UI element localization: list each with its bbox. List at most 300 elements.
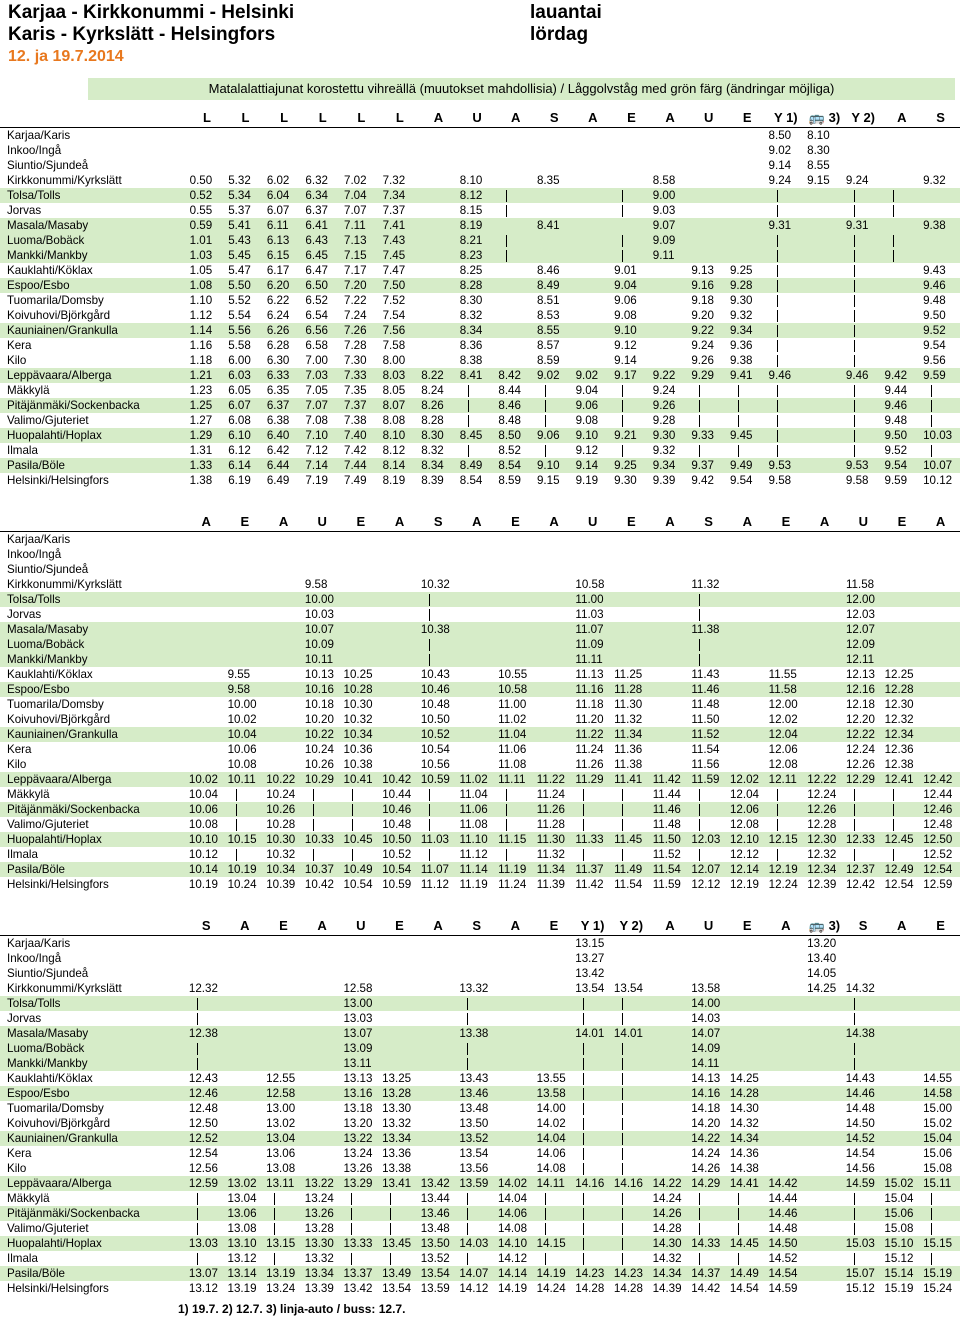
departure-time: 14.50 — [845, 1117, 875, 1130]
train-type-header: A — [728, 513, 767, 532]
departure-time: 14.32 — [652, 1252, 682, 1265]
station-name: Mankki/Mankby — [0, 652, 187, 667]
station-row — [0, 1176, 960, 1191]
departure-time — [805, 1071, 844, 1086]
passes-through-marker — [187, 1221, 226, 1236]
departure-time: 10.32 — [343, 713, 373, 726]
departure-time — [187, 697, 226, 712]
departure-time: 9.07 — [651, 218, 690, 233]
departure-time: 14.06 — [536, 1147, 566, 1160]
departure-time — [303, 1026, 342, 1041]
station-row — [0, 1161, 960, 1176]
passes-through-marker — [612, 1086, 651, 1101]
departure-time — [728, 727, 767, 742]
passes-through-marker — [728, 413, 767, 428]
departure-time — [921, 233, 960, 248]
departure-time — [882, 1131, 921, 1146]
departure-time: 13.52 — [457, 1131, 496, 1146]
station-name: Tolsa/Tolls — [0, 592, 187, 607]
departure-time: 6.19 — [228, 474, 251, 487]
departure-time: 14.58 — [921, 1086, 960, 1101]
departure-time: 14.03 — [691, 1012, 721, 1025]
departure-time: 13.08 — [266, 1162, 296, 1175]
departure-time — [419, 278, 458, 293]
passes-through-marker — [457, 1041, 496, 1056]
passes-through-marker — [457, 1206, 496, 1221]
pass-line — [313, 789, 314, 801]
departure-time — [728, 742, 767, 757]
departure-time — [766, 1101, 805, 1116]
departure-time: 14.23 — [612, 1266, 651, 1281]
departure-time: 9.02 — [574, 368, 613, 383]
passes-through-marker — [844, 1011, 883, 1026]
pass-line — [854, 1223, 855, 1235]
departure-time — [805, 398, 844, 413]
departure-time — [689, 188, 728, 203]
passes-through-marker — [535, 413, 574, 428]
pass-line — [854, 205, 855, 217]
departure-time — [728, 592, 767, 607]
passes-through-marker — [612, 1131, 651, 1146]
departure-time: 7.33 — [342, 368, 381, 383]
pass-line — [583, 998, 584, 1010]
departure-time: 14.52 — [844, 1131, 883, 1146]
departure-time — [805, 458, 844, 473]
station-row — [0, 1071, 960, 1086]
departure-time: 14.00 — [689, 996, 728, 1011]
departure-time — [380, 682, 419, 697]
passes-through-marker — [689, 443, 728, 458]
departure-time — [766, 1056, 805, 1071]
pass-line — [854, 430, 855, 442]
departure-time — [883, 652, 922, 667]
departure-time — [689, 547, 728, 562]
passes-through-marker — [883, 847, 922, 862]
passes-through-marker — [883, 248, 922, 263]
departure-time: 11.44 — [652, 788, 681, 801]
departure-time: 9.10 — [574, 428, 613, 443]
departure-time: 12.42 — [921, 772, 960, 787]
timetable — [0, 917, 960, 1296]
departure-time — [651, 637, 690, 652]
departure-time: 6.03 — [226, 368, 265, 383]
station-name: Koivuhovi/Björkgård — [7, 309, 111, 322]
departure-time: 5.47 — [228, 264, 251, 277]
departure-time: 8.00 — [382, 354, 406, 367]
departure-time — [496, 1071, 535, 1086]
departure-time: 13.03 — [343, 1012, 373, 1025]
station-row — [0, 383, 960, 398]
departure-time: 6.33 — [265, 368, 304, 383]
departure-time — [612, 592, 651, 607]
departure-time — [342, 562, 381, 577]
departure-time: 10.46 — [419, 682, 458, 697]
departure-time: 11.13 — [575, 668, 604, 681]
departure-time — [612, 577, 651, 592]
pass-line — [699, 1208, 700, 1220]
departure-time: 8.34 — [419, 458, 458, 473]
departure-time — [419, 981, 458, 996]
departure-time — [226, 607, 265, 622]
pass-line — [622, 415, 623, 427]
departure-time: 10.34 — [264, 862, 303, 877]
pass-line — [622, 1118, 623, 1130]
passes-through-marker — [921, 383, 960, 398]
departure-time — [226, 966, 265, 981]
passes-through-marker — [535, 1221, 574, 1236]
departure-time — [883, 218, 922, 233]
departure-time — [342, 577, 381, 592]
pass-line — [467, 1253, 468, 1265]
departure-time: 14.01 — [612, 1026, 651, 1041]
departure-time — [805, 547, 844, 562]
departure-time: 5.41 — [226, 218, 265, 233]
station-row — [0, 622, 960, 637]
departure-time: 14.01 — [573, 1026, 612, 1041]
departure-time: 12.12 — [691, 878, 721, 891]
departure-time — [766, 1011, 805, 1026]
departure-time: 12.39 — [807, 878, 837, 891]
departure-time: 9.21 — [612, 428, 651, 443]
departure-time: 7.44 — [342, 458, 381, 473]
departure-time: 8.50 — [496, 428, 535, 443]
departure-time: 13.59 — [420, 1282, 450, 1295]
pass-line — [854, 849, 855, 861]
departure-time — [303, 1161, 342, 1176]
departure-time — [380, 622, 419, 637]
departure-time — [187, 577, 226, 592]
pass-line — [197, 1253, 198, 1265]
departure-time: 9.50 — [923, 309, 946, 322]
departure-time — [921, 966, 960, 981]
station-name: Huopalahti/Hoplax — [0, 832, 187, 847]
departure-time — [805, 712, 844, 727]
departure-time: 12.56 — [188, 1162, 218, 1175]
passes-through-marker — [883, 787, 922, 802]
departure-time: 9.24 — [768, 174, 792, 187]
departure-time — [728, 981, 767, 996]
pass-line — [699, 654, 700, 666]
train-type-header: L — [188, 109, 227, 128]
departure-time: 14.32 — [729, 1117, 759, 1130]
pass-line — [622, 1163, 623, 1175]
departure-time: 12.24 — [845, 743, 875, 756]
departure-time — [921, 158, 960, 173]
departure-time — [303, 1146, 342, 1161]
departure-time: 12.34 — [883, 727, 922, 742]
departure-time: 14.26 — [651, 1206, 690, 1221]
departure-time — [187, 532, 226, 548]
departure-time — [265, 128, 304, 144]
departure-time: 7.04 — [342, 188, 381, 203]
departure-time: 12.15 — [767, 832, 806, 847]
departure-time — [766, 936, 805, 952]
departure-time: 13.00 — [341, 996, 380, 1011]
departure-time: 9.53 — [767, 458, 806, 473]
passes-through-marker — [844, 1191, 883, 1206]
departure-time: 9.26 — [691, 354, 714, 367]
pass-line — [468, 400, 469, 412]
departure-time: 8.36 — [459, 339, 483, 352]
departure-time — [303, 158, 342, 173]
departure-time — [651, 727, 690, 742]
departure-time — [419, 338, 458, 353]
departure-time: 12.03 — [845, 608, 875, 621]
station-row — [0, 143, 960, 158]
departure-time: 1.12 — [189, 309, 213, 322]
departure-time: 13.26 — [343, 1162, 373, 1175]
train-type-header: A — [651, 109, 690, 128]
departure-time: 8.41 — [458, 368, 497, 383]
departure-time: 15.15 — [921, 1236, 960, 1251]
pass-line — [854, 1193, 855, 1205]
departure-time — [767, 577, 806, 592]
departure-time: 14.07 — [457, 1266, 496, 1281]
departure-time: 6.11 — [265, 218, 304, 233]
departure-time: 12.02 — [768, 713, 798, 726]
departure-time: 13.24 — [266, 1282, 296, 1295]
passes-through-marker — [689, 398, 728, 413]
pass-line — [545, 445, 546, 457]
departure-time — [226, 1041, 265, 1056]
pass-line — [622, 849, 623, 861]
departure-time: 14.12 — [498, 1252, 528, 1265]
departure-time: 14.48 — [768, 1222, 798, 1235]
departure-time — [574, 293, 613, 308]
station-name: Mankki/Mankby — [0, 248, 188, 263]
pass-line — [622, 190, 623, 202]
pass-line — [429, 819, 430, 831]
departure-time: 11.56 — [691, 758, 720, 771]
departure-time: 1.25 — [188, 398, 227, 413]
pass-line — [777, 430, 778, 442]
departure-time — [805, 1026, 844, 1041]
departure-time — [612, 532, 651, 548]
departure-time: 12.48 — [923, 818, 953, 831]
passes-through-marker — [921, 1206, 960, 1221]
departure-time — [458, 128, 497, 144]
station-row — [0, 353, 960, 368]
departure-time: 15.04 — [884, 1192, 914, 1205]
departure-time: 6.00 — [228, 354, 251, 367]
station-row — [0, 308, 960, 323]
departure-time: 9.58 — [845, 474, 869, 487]
departure-time — [728, 667, 767, 682]
departure-time — [380, 996, 419, 1011]
departure-time — [419, 936, 458, 952]
passes-through-marker — [496, 233, 535, 248]
pass-line — [777, 400, 778, 412]
passes-through-marker — [767, 188, 806, 203]
departure-time — [805, 1266, 844, 1281]
departure-time — [882, 1101, 921, 1116]
departure-time: 9.28 — [728, 278, 767, 293]
departure-time — [458, 562, 497, 577]
train-type-header: S — [844, 917, 883, 936]
station-name: Kauniainen/Grankulla — [0, 727, 187, 742]
departure-time: 8.49 — [458, 458, 497, 473]
departure-time: 12.16 — [844, 682, 883, 697]
passes-through-marker — [419, 802, 458, 817]
departure-time — [535, 592, 574, 607]
departure-time: 9.56 — [923, 354, 946, 367]
passes-through-marker — [767, 787, 806, 802]
train-type-header: S — [187, 917, 226, 936]
departure-time: 10.19 — [226, 862, 265, 877]
departure-time — [458, 547, 497, 562]
pass-line — [583, 804, 584, 816]
departure-time — [264, 712, 303, 727]
departure-time — [458, 607, 497, 622]
departure-time: 6.20 — [265, 278, 304, 293]
departure-time: 11.08 — [459, 818, 488, 831]
pass-line — [893, 190, 894, 202]
pass-line — [777, 789, 778, 801]
pass-line — [506, 819, 507, 831]
departure-time: 12.18 — [845, 698, 875, 711]
pass-line — [699, 400, 700, 412]
departure-time: 13.06 — [226, 1206, 265, 1221]
departure-time — [535, 996, 574, 1011]
departure-time: 11.06 — [498, 743, 527, 756]
departure-time — [264, 607, 303, 622]
departure-time: 11.15 — [496, 832, 535, 847]
train-type-header: A — [264, 513, 303, 532]
departure-time: 9.30 — [614, 474, 637, 487]
departure-time: 7.52 — [382, 294, 406, 307]
departure-time — [419, 1086, 458, 1101]
station-name: Ilmala — [7, 848, 38, 861]
departure-time: 13.43 — [459, 1072, 489, 1085]
departure-time — [728, 936, 767, 952]
timetable-block-3 — [0, 917, 960, 1296]
departure-time: 13.38 — [382, 1162, 412, 1175]
departure-time: 13.19 — [264, 1266, 303, 1281]
departure-time — [651, 712, 690, 727]
departure-time — [496, 1086, 535, 1101]
departure-time: 12.10 — [728, 832, 767, 847]
passes-through-marker — [883, 188, 922, 203]
pass-line — [197, 1058, 198, 1070]
departure-time — [883, 353, 922, 368]
departure-time: 5.56 — [226, 323, 265, 338]
departure-time: 10.03 — [304, 608, 334, 621]
departure-time: 13.41 — [380, 1176, 419, 1191]
pass-line — [352, 789, 353, 801]
departure-time — [805, 757, 844, 772]
pass-line — [777, 310, 778, 322]
departure-time — [805, 996, 844, 1011]
departure-time — [535, 143, 574, 158]
train-type-header: E — [728, 917, 767, 936]
departure-time: 11.03 — [575, 608, 604, 621]
departure-time: 15.11 — [921, 1176, 960, 1191]
departure-time — [767, 652, 806, 667]
departure-time — [651, 1146, 690, 1161]
departure-time: 10.12 — [188, 848, 218, 861]
departure-time — [921, 622, 960, 637]
passes-through-marker — [612, 203, 651, 218]
passes-through-marker — [573, 1071, 612, 1086]
station-row — [0, 1251, 960, 1266]
departure-time — [496, 218, 535, 233]
pass-line — [854, 235, 855, 247]
departure-time — [419, 218, 458, 233]
departure-time: 10.02 — [227, 713, 257, 726]
departure-time — [921, 652, 960, 667]
departure-time — [805, 413, 844, 428]
departure-time — [766, 1026, 805, 1041]
departure-time: 6.22 — [266, 294, 290, 307]
departure-time: 13.07 — [187, 1266, 226, 1281]
pass-line — [429, 804, 430, 816]
departure-time: 11.18 — [575, 698, 604, 711]
passes-through-marker — [419, 817, 458, 832]
passes-through-marker — [496, 817, 535, 832]
departure-time: 10.11 — [303, 652, 342, 667]
station-row — [0, 1221, 960, 1236]
departure-time: 15.19 — [921, 1266, 960, 1281]
departure-time: 14.11 — [689, 1056, 728, 1071]
departure-time: 10.10 — [187, 832, 226, 847]
passes-through-marker — [496, 787, 535, 802]
passes-through-marker — [458, 398, 497, 413]
departure-time: 13.58 — [535, 1086, 574, 1101]
departure-time: 12.00 — [768, 698, 798, 711]
departure-time — [496, 562, 535, 577]
departure-time: 13.56 — [459, 1162, 489, 1175]
station-row — [0, 951, 960, 966]
departure-time — [921, 1056, 960, 1071]
departure-time: 9.04 — [612, 278, 651, 293]
departure-time: 11.03 — [419, 832, 458, 847]
departure-time: 14.04 — [498, 1192, 528, 1205]
departure-time — [381, 128, 420, 144]
passes-through-marker — [728, 1221, 767, 1236]
departure-time — [844, 547, 883, 562]
station-name: Kauklahti/Köklax — [7, 264, 93, 277]
departure-time: 14.43 — [845, 1072, 875, 1085]
departure-time: 9.29 — [689, 368, 728, 383]
departure-time: 14.25 — [807, 982, 837, 995]
pass-line — [429, 609, 430, 621]
departure-time — [380, 637, 419, 652]
departure-time — [496, 263, 535, 278]
departure-time — [728, 128, 767, 144]
departure-time — [921, 637, 960, 652]
passes-through-marker — [341, 1251, 380, 1266]
departure-time: 14.28 — [728, 1086, 767, 1101]
departure-time — [226, 981, 265, 996]
departure-time — [883, 158, 922, 173]
departure-time — [535, 607, 574, 622]
departure-time — [728, 143, 767, 158]
passes-through-marker — [187, 1206, 226, 1221]
departure-time: 11.20 — [575, 713, 604, 726]
pass-line — [506, 789, 507, 801]
departure-time — [380, 742, 419, 757]
departure-time: 10.19 — [188, 878, 218, 891]
departure-time: 11.04 — [496, 727, 535, 742]
departure-time: 9.14 — [614, 354, 637, 367]
route-title-fi: Karjaa - Kirkkonummi - Helsinki — [8, 2, 295, 23]
station-row — [0, 787, 960, 802]
passes-through-marker — [612, 847, 651, 862]
departure-time: 10.24 — [304, 743, 334, 756]
departure-time: 13.30 — [303, 1236, 342, 1251]
departure-time: 13.06 — [266, 1147, 296, 1160]
departure-time — [883, 562, 922, 577]
